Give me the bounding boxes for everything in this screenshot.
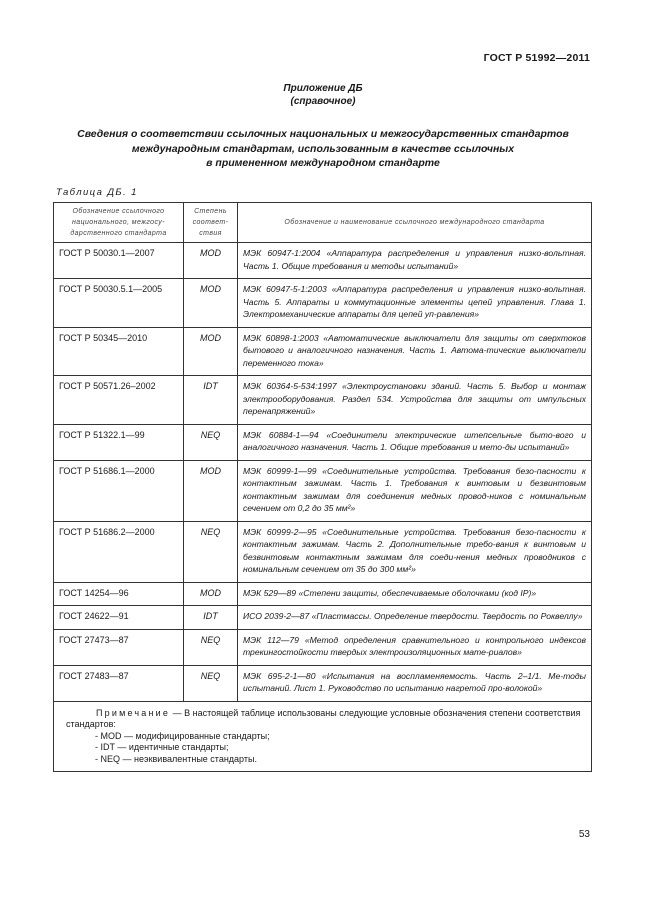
cell-national-standard: ГОСТ Р 51686.1—2000 <box>54 460 184 521</box>
document-code: ГОСТ Р 51992—2011 <box>483 52 590 64</box>
note-item-neq: - NEQ — неэквивалентные стандарты. <box>95 753 257 764</box>
table-caption: Таблица ДБ. 1 <box>56 187 138 198</box>
cell-degree: MOD <box>184 243 238 279</box>
header-national-standard: Обозначение ссылочного национального, межгосу-дарственного стандарта <box>54 203 184 243</box>
section-heading <box>56 127 590 171</box>
heading-line-3: в примененном международном стандарте <box>206 157 440 169</box>
header-degree: Степень соответ-ствия <box>184 203 238 243</box>
cell-national-standard: ГОСТ Р 50030.1—2007 <box>54 243 184 279</box>
cell-national-standard: ГОСТ Р 51686.2—2000 <box>54 521 184 582</box>
cell-international-standard: МЭК 60947-5-1:2003 «Аппаратура распределения и управления низко-вольтная. Часть 5. Аппараты и коммутационные элементы цепей управления. Глава 1. Электромеханические аппараты для цепей уп-равления» <box>238 279 592 328</box>
table-row <box>54 521 592 582</box>
appendix-heading <box>0 82 646 108</box>
cell-national-standard: ГОСТ Р 50345—2010 <box>54 327 184 376</box>
note-item-mod: - MOD — модифицированные стандарты; <box>95 730 270 741</box>
table-row <box>54 327 592 376</box>
table-header-row <box>54 203 592 243</box>
table-row <box>54 665 592 701</box>
table-note-row <box>54 701 592 772</box>
cell-international-standard: МЭК 529—89 «Степени защиты, обеспечиваемые оболочками (код IP)» <box>238 582 592 606</box>
cell-degree: MOD <box>184 279 238 328</box>
table-row <box>54 424 592 460</box>
table-note <box>54 701 592 772</box>
cell-degree: NEQ <box>184 629 238 665</box>
table-row <box>54 460 592 521</box>
cell-degree: NEQ <box>184 521 238 582</box>
note-item-idt: - IDT — идентичные стандарты; <box>95 742 229 752</box>
cell-international-standard: МЭК 695-2-1—80 «Испытания на воспламеняемость. Часть 2–1/1. Ме-тоды испытаний. Лист 1. Руководство по испытанию нагретой про-волокой» <box>238 665 592 701</box>
cell-national-standard: ГОСТ 14254—96 <box>54 582 184 606</box>
table-row <box>54 606 592 630</box>
cell-international-standard: МЭК 112—79 «Метод определения сравнительного и контрольного индексов трекингостойкости твердых электроизоляционных мате-риалов» <box>238 629 592 665</box>
cell-national-standard: ГОСТ 27483—87 <box>54 665 184 701</box>
note-label: Примечание <box>96 707 171 718</box>
heading-line-2: международным стандартам, использованным в качестве ссылочных <box>131 142 515 155</box>
cell-national-standard: ГОСТ Р 50030.5.1—2005 <box>54 279 184 328</box>
cell-international-standard: МЭК 60999-1—99 «Соединительные устройства. Требования безо-пасности к контактным зажимам. Часть 1. Требования к винтовым и безвинтовым контактным зажимам для соединения медных провод-ников с номинальным сечением от 0,2 до 35 мм²» <box>238 460 592 521</box>
cell-international-standard: МЭК 60884-1—94 «Соединители электрические штепсельные быто-вого и аналогичного назначения. Часть 1. Общие требования и мето-ды испытаний» <box>238 424 592 460</box>
cell-degree: MOD <box>184 582 238 606</box>
cell-national-standard: ГОСТ Р 51322.1—99 <box>54 424 184 460</box>
appendix-subtitle: (справочное) <box>290 96 356 107</box>
appendix-title: Приложение ДБ <box>283 83 363 94</box>
cell-degree: IDT <box>184 606 238 630</box>
table-row <box>54 582 592 606</box>
cell-degree: IDT <box>184 376 238 425</box>
cell-degree: NEQ <box>184 424 238 460</box>
cell-degree: MOD <box>184 327 238 376</box>
cell-international-standard: МЭК 60364-5-534:1997 «Электроустановки зданий. Часть 5. Выбор и монтаж электрооборудования. Раздел 534. Устройства для защиты от импульсных перенапряжений» <box>238 376 592 425</box>
cell-national-standard: ГОСТ 27473—87 <box>54 629 184 665</box>
cell-degree: MOD <box>184 460 238 521</box>
table-row <box>54 376 592 425</box>
cell-international-standard: МЭК 60898-1:2003 «Автоматические выключатели для защиты от сверхтоков бытового и аналогичного назначения. Часть 1. Автома-тические выключатели переменного тока» <box>238 327 592 376</box>
cell-national-standard: ГОСТ Р 50571.26–2002 <box>54 376 184 425</box>
cell-international-standard: МЭК 60999-2—95 «Соединительные устройства. Требования безо-пасности к контактным зажимам. Часть 2. Дополнительные требо-вания к винтовым и безвинтовым контактным зажимам для соеди-нения медных проводников с номинальным сечением от 35 до 300 мм²» <box>238 521 592 582</box>
header-international-standard: Обозначение и наименование ссылочного международного стандарта <box>238 203 592 243</box>
cell-degree: NEQ <box>184 665 238 701</box>
cell-international-standard: МЭК 60947-1:2004 «Аппаратура распределения и управления низко-вольтная. Часть 1. Общие требования и методы испытаний» <box>238 243 592 279</box>
cell-international-standard: ИСО 2039-2—87 «Пластмассы. Определение твердости. Твердость по Роквеллу» <box>238 606 592 630</box>
table-row <box>54 279 592 328</box>
table-row <box>54 243 592 279</box>
heading-line-1: Сведения о соответствии ссылочных национальных и межгосударственных стандартов <box>77 128 569 140</box>
standards-table <box>53 202 592 772</box>
note-text: — В настоящей таблице использованы следующие условные обозначения степени соответствия стандартов: <box>66 707 581 729</box>
cell-national-standard: ГОСТ 24622—91 <box>54 606 184 630</box>
page-number: 53 <box>578 829 590 840</box>
table-row <box>54 629 592 665</box>
